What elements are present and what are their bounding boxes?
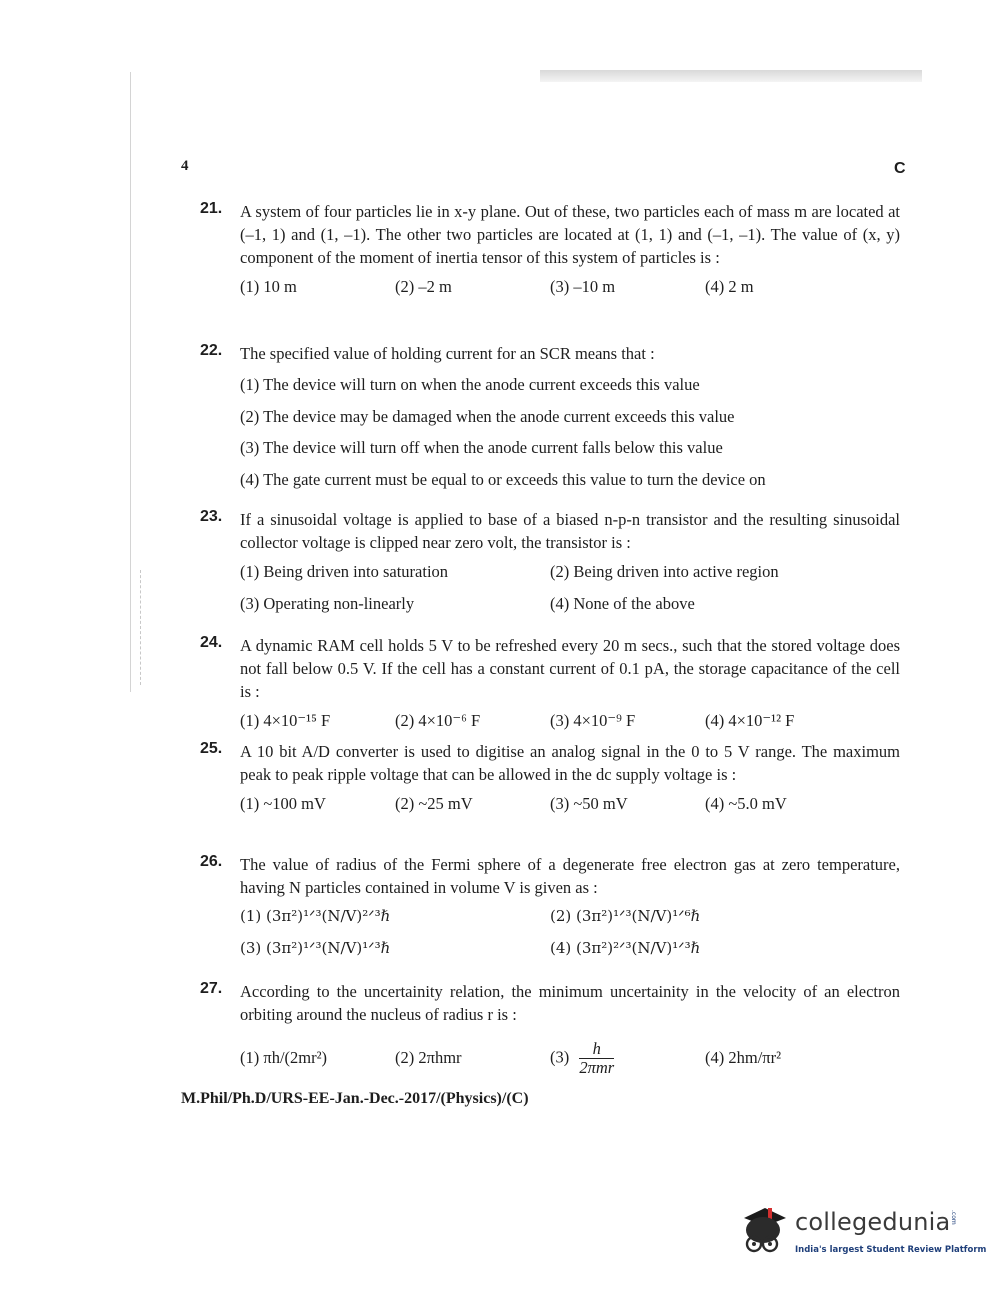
question-22 — [200, 342, 900, 499]
margin-scribble — [118, 570, 141, 685]
question-26 — [200, 853, 900, 970]
scan-edge-strip — [540, 70, 922, 82]
mascot-icon — [738, 1200, 792, 1254]
question-number: 27. — [200, 980, 223, 997]
option-2[interactable]: (2) 4×10⁻⁶ F — [395, 711, 481, 730]
option-4[interactable]: (4) 2hm/πr² — [705, 1048, 782, 1067]
question-21 — [200, 200, 900, 301]
options-list — [240, 373, 900, 499]
options-row — [200, 794, 900, 818]
option-1[interactable]: (1) Being driven into saturation — [240, 562, 449, 581]
question-number: 23. — [200, 508, 223, 525]
option-1[interactable]: (1) The device will turn on when the anode current exceeds this value — [240, 375, 700, 394]
option-3[interactable] — [550, 1040, 614, 1077]
option-4[interactable]: (4) (3π²)²ᐟ³(N/V)¹ᐟ³ℏ — [550, 938, 701, 957]
option-3[interactable]: (3) 4×10⁻⁹ F — [550, 711, 636, 730]
option-2[interactable]: (2) Being driven into active region — [550, 562, 779, 581]
question-text: If a sinusoidal voltage is applied to base of a biased n-p-n transistor and the resulting sinusoidal collector voltage is clipped near zero volt, the transistor is : — [240, 510, 900, 552]
options-row-1 — [200, 562, 900, 594]
option-3[interactable]: (3) (3π²)¹ᐟ³(N/V)¹ᐟ³ℏ — [240, 938, 391, 957]
option-3[interactable]: (3) –10 m — [550, 277, 616, 296]
question-24 — [200, 634, 900, 735]
question-27 — [200, 980, 900, 1082]
option-1[interactable]: (1) πh/(2mr²) — [240, 1048, 328, 1067]
option-1[interactable]: (1) (3π²)¹ᐟ³(N/V)²ᐟ³ℏ — [240, 907, 391, 925]
logo-wordmark: collegedunia — [795, 1208, 951, 1236]
option-2[interactable]: (2) ~25 mV — [395, 794, 473, 813]
paper-code-footer: M.Phil/Ph.D/URS-EE-Jan.-Dec.-2017/(Physics)/(C) — [181, 1090, 529, 1107]
question-number: 26. — [200, 853, 223, 870]
option-4[interactable]: (4) None of the above — [550, 593, 695, 613]
page-number: 4 — [181, 158, 189, 174]
fraction-numerator: h — [579, 1040, 614, 1059]
collegedunia-logo[interactable] — [738, 1198, 987, 1258]
option-4[interactable]: (4) ~5.0 mV — [705, 794, 787, 813]
question-text: A system of four particles lie in x-y plane. Out of these, two particles each of mass m are located at (–1, 1) and (1, –1). The other two particles are located at (1, 1) and (–1, –1). The value of (x, y) component of the moment of inertia tensor of this system of particles is : — [240, 202, 900, 267]
logo-tagline: India's largest Student Review Platform — [795, 1245, 987, 1255]
question-text: According to the uncertainity relation, the minimum uncertainity in the velocity of an electron orbiting around the nucleus of radius r is : — [240, 982, 900, 1024]
question-text: A 10 bit A/D converter is used to digitise an analog signal in the 0 to 5 V range. The maximum peak to peak ripple voltage that can be allowed in the dc supply voltage is : — [240, 742, 900, 784]
question-number: 22. — [200, 342, 223, 359]
option-2[interactable]: (2) (3π²)¹ᐟ³(N/V)¹ᐟ⁶ℏ — [550, 907, 701, 925]
option-3[interactable]: (3) ~50 mV — [550, 794, 628, 813]
option-2[interactable]: (2) –2 m — [395, 277, 452, 296]
options-row — [200, 1040, 900, 1082]
question-number: 21. — [200, 200, 223, 217]
question-number: 25. — [200, 740, 223, 757]
question-text: The value of radius of the Fermi sphere of a degenerate free electron gas at zero temperature, having N particles contained in volume V is given as : — [240, 855, 900, 897]
question-23 — [200, 508, 900, 625]
question-25 — [200, 740, 900, 818]
fraction — [579, 1040, 614, 1077]
option-1[interactable]: (1) 4×10⁻¹⁵ F — [240, 711, 331, 730]
option-4[interactable]: (4) The gate current must be equal to or exceeds this value to turn the device on — [240, 469, 766, 489]
option-3[interactable]: (3) Operating non-linearly — [240, 593, 415, 613]
options-row — [200, 277, 900, 301]
question-number: 24. — [200, 634, 223, 651]
option-4[interactable]: (4) 4×10⁻¹² F — [705, 711, 795, 730]
set-code: C — [894, 160, 906, 177]
options-row-1 — [200, 907, 900, 939]
option-2[interactable]: (2) The device may be damaged when the anode current exceeds this value — [240, 406, 735, 426]
question-text: A dynamic RAM cell holds 5 V to be refreshed every 20 m secs., such that the stored voltage does not fall below 0.5 V. If the cell has a constant current of 0.1 pA, the storage capacitance of the cell is : — [240, 636, 900, 701]
option-4[interactable]: (4) 2 m — [705, 277, 754, 296]
options-row-2 — [200, 939, 900, 971]
option-3-label: (3) — [550, 1047, 570, 1067]
option-2[interactable]: (2) 2πhmr — [395, 1048, 462, 1067]
fraction-denominator: 2πmr — [579, 1058, 615, 1077]
option-1[interactable]: (1) 10 m — [240, 277, 297, 296]
option-1[interactable]: (1) ~100 mV — [240, 794, 326, 813]
options-row — [200, 711, 900, 735]
options-row-2 — [200, 594, 900, 626]
question-text: The specified value of holding current for an SCR means that : — [240, 344, 655, 363]
logo-domain: .com — [950, 1210, 957, 1225]
option-3[interactable]: (3) The device will turn off when the anode current falls below this value — [240, 438, 723, 457]
